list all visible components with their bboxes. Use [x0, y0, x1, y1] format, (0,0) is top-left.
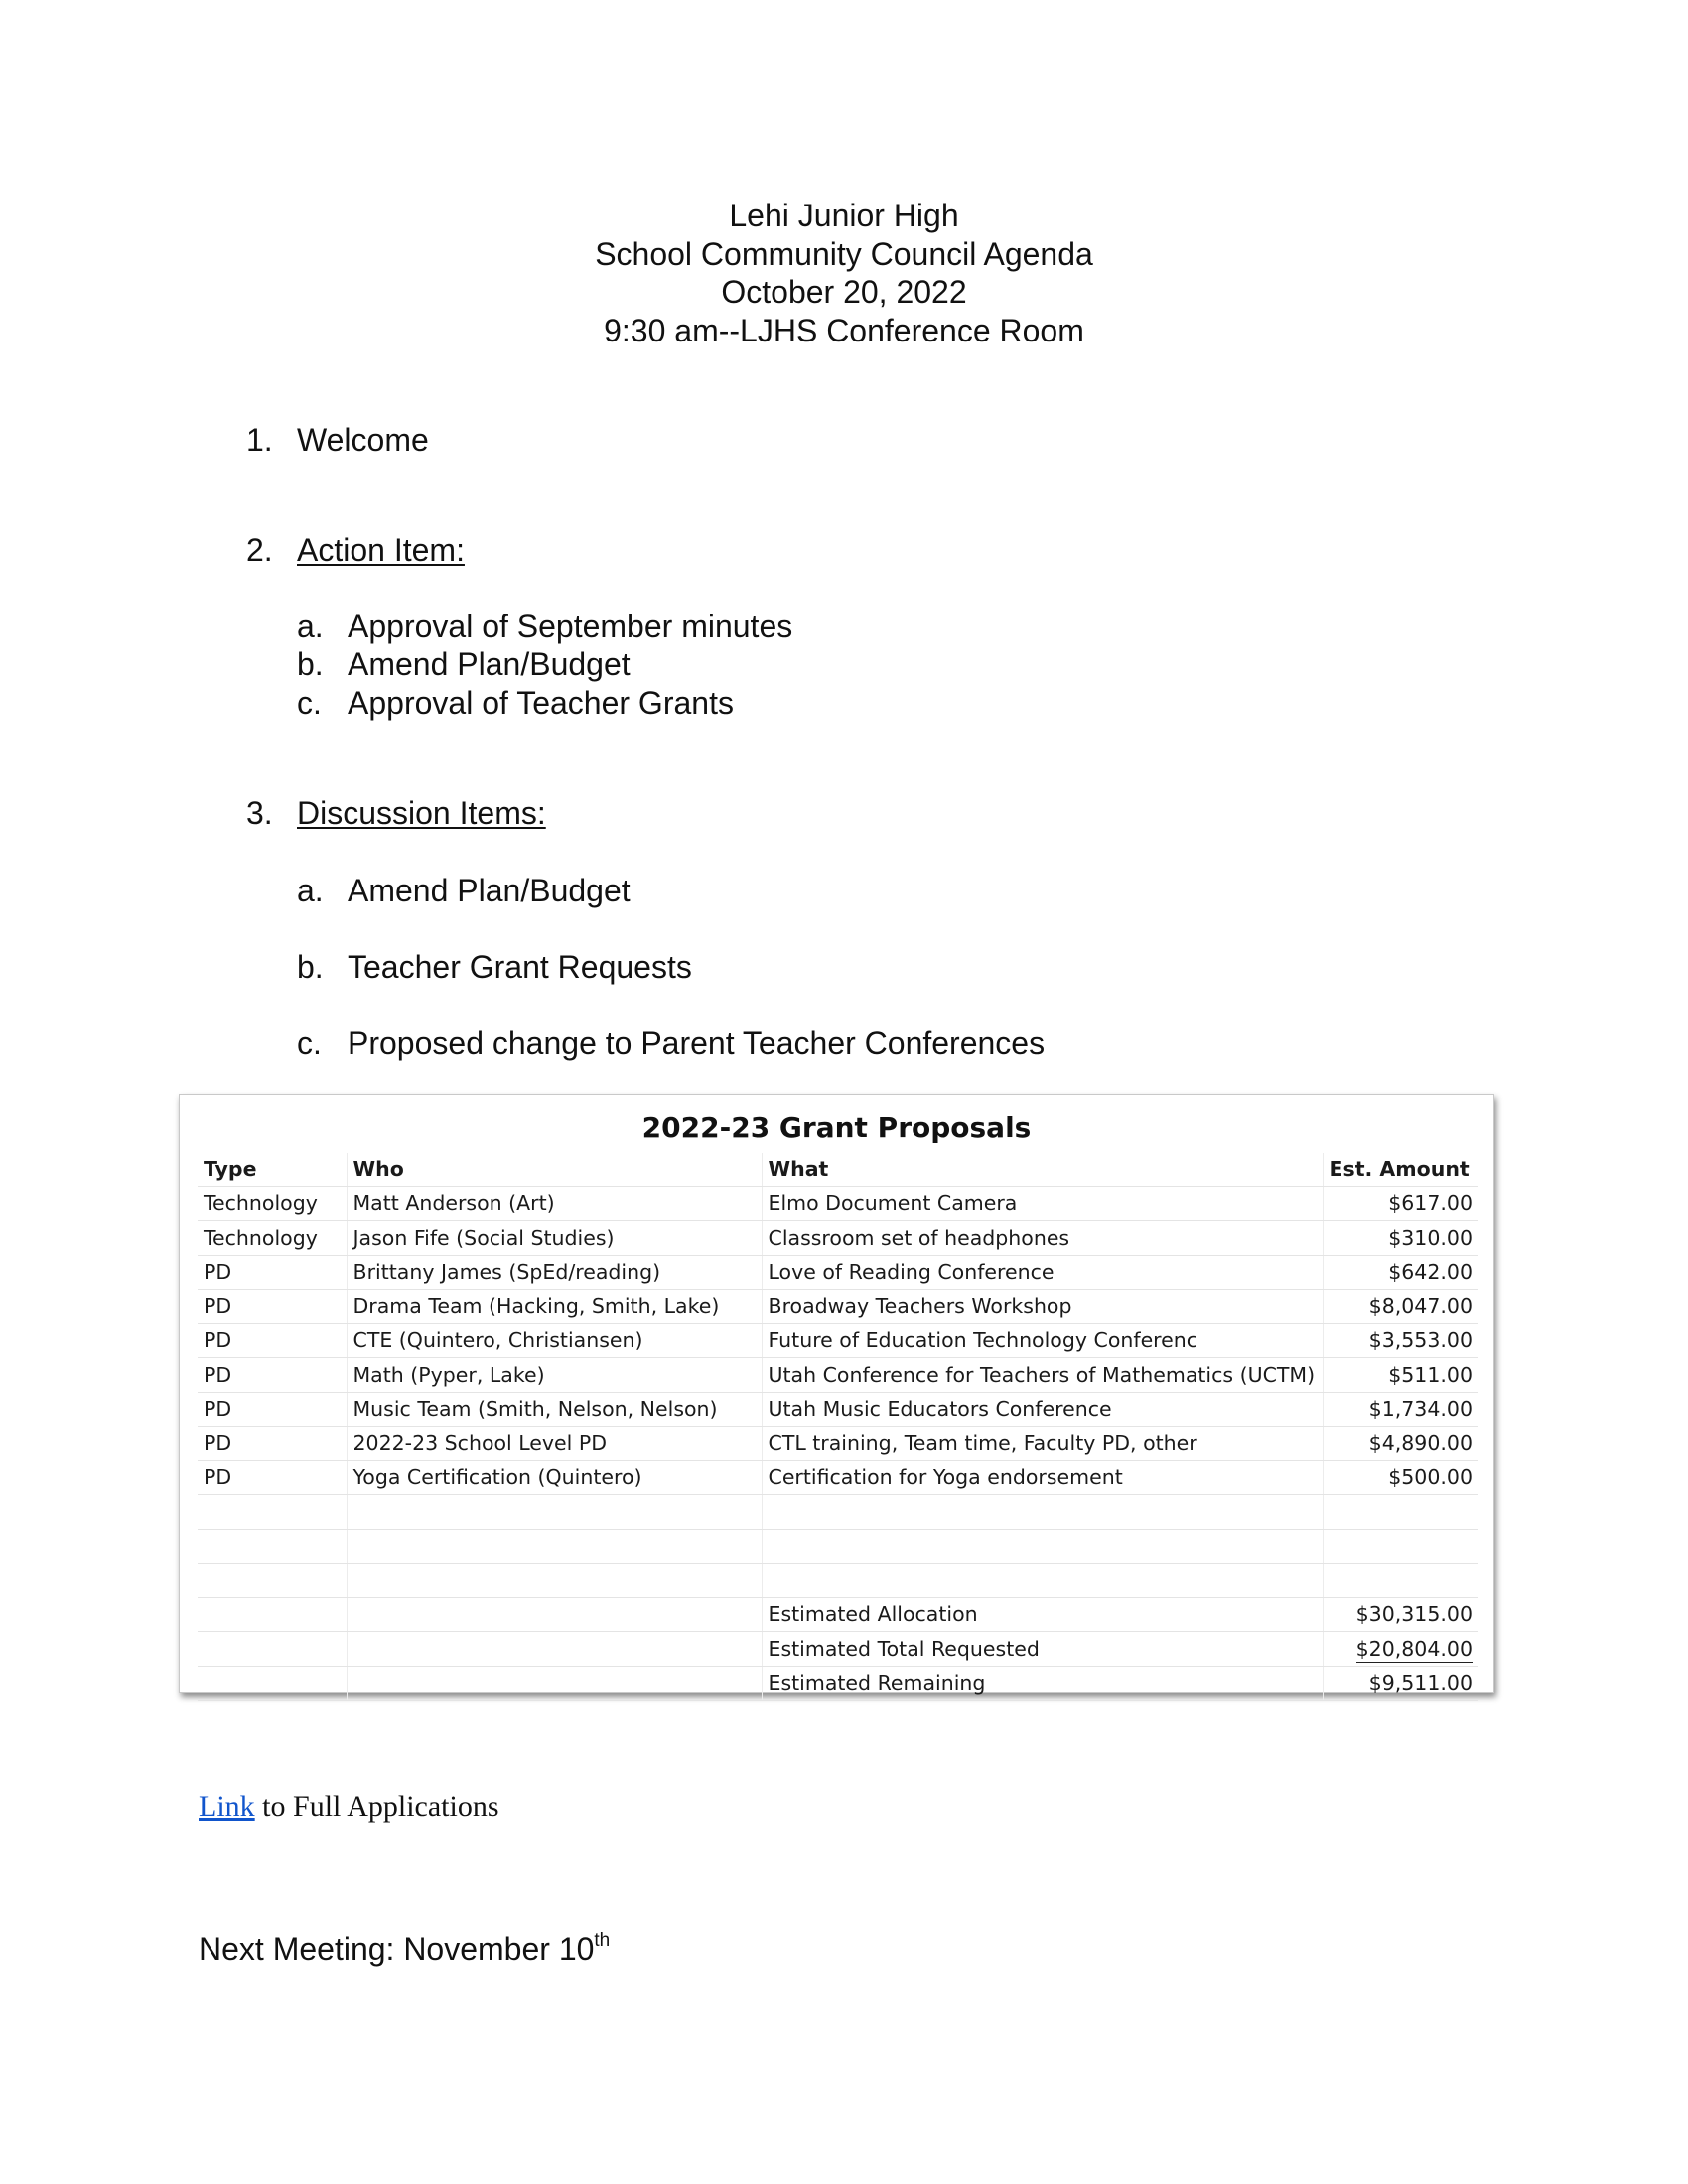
table-row — [198, 1290, 1478, 1324]
table-row — [198, 1323, 1478, 1358]
summary-row — [198, 1666, 1478, 1701]
next-meeting — [199, 1930, 610, 1968]
discussion-sub-a-letter: a. — [297, 873, 324, 908]
link-suffix-text: to Full Applications — [254, 1790, 499, 1823]
summary-amount: $20,804.00 — [1355, 1636, 1473, 1661]
cell-what: Future of Education Technology Conferenc — [762, 1323, 1323, 1358]
next-meeting-text: Next Meeting: November 10 — [199, 1931, 595, 1967]
agenda-item-1-label: Welcome — [297, 422, 429, 458]
table-row — [198, 1427, 1478, 1461]
summary-label: Estimated Total Requested — [762, 1632, 1323, 1667]
cell-type: PD — [198, 1392, 347, 1427]
cell-type: Technology — [198, 1186, 347, 1221]
cell-amount: $511.00 — [1323, 1358, 1478, 1393]
empty-cell — [347, 1529, 762, 1564]
table-row — [198, 1460, 1478, 1495]
discussion-sub-c-letter: c. — [297, 1025, 322, 1061]
empty-cell — [762, 1495, 1323, 1530]
discussion-items-heading: Discussion Items: — [297, 795, 546, 831]
empty-cell — [1323, 1564, 1478, 1598]
agenda-item-2-number: 2. — [246, 532, 273, 568]
empty-cell — [347, 1597, 762, 1632]
summary-value — [1323, 1597, 1478, 1632]
empty-cell — [198, 1495, 347, 1530]
cell-type: PD — [198, 1323, 347, 1358]
empty-cell — [198, 1632, 347, 1667]
agenda-header — [0, 197, 1688, 349]
cell-who: Matt Anderson (Art) — [347, 1186, 762, 1221]
agenda-item-1 — [246, 421, 273, 459]
cell-who: Brittany James (SpEd/reading) — [347, 1255, 762, 1290]
empty-cell — [198, 1666, 347, 1701]
cell-amount: $642.00 — [1323, 1255, 1478, 1290]
cell-amount: $3,553.00 — [1323, 1323, 1478, 1358]
table-row — [198, 1186, 1478, 1221]
empty-cell — [1323, 1495, 1478, 1530]
column-header-amount: Est. Amount — [1323, 1153, 1478, 1186]
table-row — [198, 1392, 1478, 1427]
cell-who: CTE (Quintero, Christiansen) — [347, 1323, 762, 1358]
empty-cell — [762, 1529, 1323, 1564]
cell-what: Classroom set of headphones — [762, 1221, 1323, 1256]
cell-what: Utah Conference for Teachers of Mathematics (UCTM) — [762, 1358, 1323, 1393]
action-sub-a: Approval of September minutes — [348, 609, 793, 644]
summary-amount: $30,315.00 — [1355, 1602, 1473, 1627]
empty-cell — [198, 1597, 347, 1632]
summary-label: Estimated Remaining — [762, 1666, 1323, 1701]
cell-what: Elmo Document Camera — [762, 1186, 1323, 1221]
next-meeting-ordinal: th — [594, 1930, 611, 1951]
empty-cell — [1323, 1529, 1478, 1564]
empty-row — [198, 1564, 1478, 1598]
cell-who: Yoga Certification (Quintero) — [347, 1460, 762, 1495]
school-name: Lehi Junior High — [729, 198, 959, 233]
full-applications-link[interactable]: Link — [199, 1790, 255, 1823]
grant-proposals-table — [198, 1153, 1478, 1701]
empty-row — [198, 1495, 1478, 1530]
cell-what: Broadway Teachers Workshop — [762, 1290, 1323, 1324]
cell-amount: $4,890.00 — [1323, 1427, 1478, 1461]
cell-who: Jason Fife (Social Studies) — [347, 1221, 762, 1256]
cell-type: PD — [198, 1255, 347, 1290]
cell-type: Technology — [198, 1221, 347, 1256]
summary-row — [198, 1597, 1478, 1632]
action-item-heading: Action Item: — [297, 532, 465, 568]
empty-cell — [198, 1564, 347, 1598]
discussion-sub-b-letter: b. — [297, 949, 324, 985]
discussion-sub-a: Amend Plan/Budget — [348, 873, 631, 908]
summary-label: Estimated Allocation — [762, 1597, 1323, 1632]
meeting-date: October 20, 2022 — [721, 274, 967, 310]
discussion-sub-c: Proposed change to Parent Teacher Conferences — [348, 1025, 1046, 1061]
cell-amount: $8,047.00 — [1323, 1290, 1478, 1324]
cell-who: 2022-23 School Level PD — [347, 1427, 762, 1461]
cell-what: Love of Reading Conference — [762, 1255, 1323, 1290]
cell-type: PD — [198, 1427, 347, 1461]
cell-type: PD — [198, 1460, 347, 1495]
action-sub-a-letter: a. — [297, 609, 324, 644]
table-row — [198, 1358, 1478, 1393]
cell-type: PD — [198, 1290, 347, 1324]
empty-cell — [198, 1529, 347, 1564]
empty-cell — [347, 1495, 762, 1530]
summary-value — [1323, 1666, 1478, 1701]
cell-amount: $617.00 — [1323, 1186, 1478, 1221]
cell-what: Utah Music Educators Conference — [762, 1392, 1323, 1427]
cell-amount: $310.00 — [1323, 1221, 1478, 1256]
summary-row — [198, 1632, 1478, 1667]
table-header-row — [198, 1153, 1478, 1186]
empty-cell — [347, 1666, 762, 1701]
applications-link-line — [199, 1790, 499, 1824]
item-number: 1. — [246, 422, 273, 458]
cell-who: Math (Pyper, Lake) — [347, 1358, 762, 1393]
action-sub-b-letter: b. — [297, 646, 324, 682]
column-header-type: Type — [198, 1153, 347, 1186]
empty-cell — [762, 1564, 1323, 1598]
cell-who: Drama Team (Hacking, Smith, Lake) — [347, 1290, 762, 1324]
action-sub-b: Amend Plan/Budget — [348, 646, 631, 682]
meeting-time-place: 9:30 am--LJHS Conference Room — [604, 312, 1084, 348]
action-sub-c-letter: c. — [297, 685, 322, 721]
cell-amount: $500.00 — [1323, 1460, 1478, 1495]
cell-what: CTL training, Team time, Faculty PD, other — [762, 1427, 1323, 1461]
summary-value — [1323, 1632, 1478, 1667]
cell-type: PD — [198, 1358, 347, 1393]
table-row — [198, 1255, 1478, 1290]
empty-cell — [347, 1632, 762, 1667]
table-row — [198, 1221, 1478, 1256]
cell-amount: $1,734.00 — [1323, 1392, 1478, 1427]
grant-proposals-title: 2022-23 Grant Proposals — [641, 1111, 1032, 1144]
column-header-who: Who — [347, 1153, 762, 1186]
agenda-item-3-number: 3. — [246, 795, 273, 831]
column-header-what: What — [762, 1153, 1323, 1186]
empty-cell — [347, 1564, 762, 1598]
action-sub-c: Approval of Teacher Grants — [348, 685, 734, 721]
summary-amount: $9,511.00 — [1368, 1671, 1473, 1696]
cell-what: Certification for Yoga endorsement — [762, 1460, 1323, 1495]
discussion-sub-b: Teacher Grant Requests — [348, 949, 692, 985]
empty-row — [198, 1529, 1478, 1564]
agenda-title: School Community Council Agenda — [595, 235, 1093, 272]
grant-proposals-table-image — [179, 1094, 1494, 1696]
cell-who: Music Team (Smith, Nelson, Nelson) — [347, 1392, 762, 1427]
